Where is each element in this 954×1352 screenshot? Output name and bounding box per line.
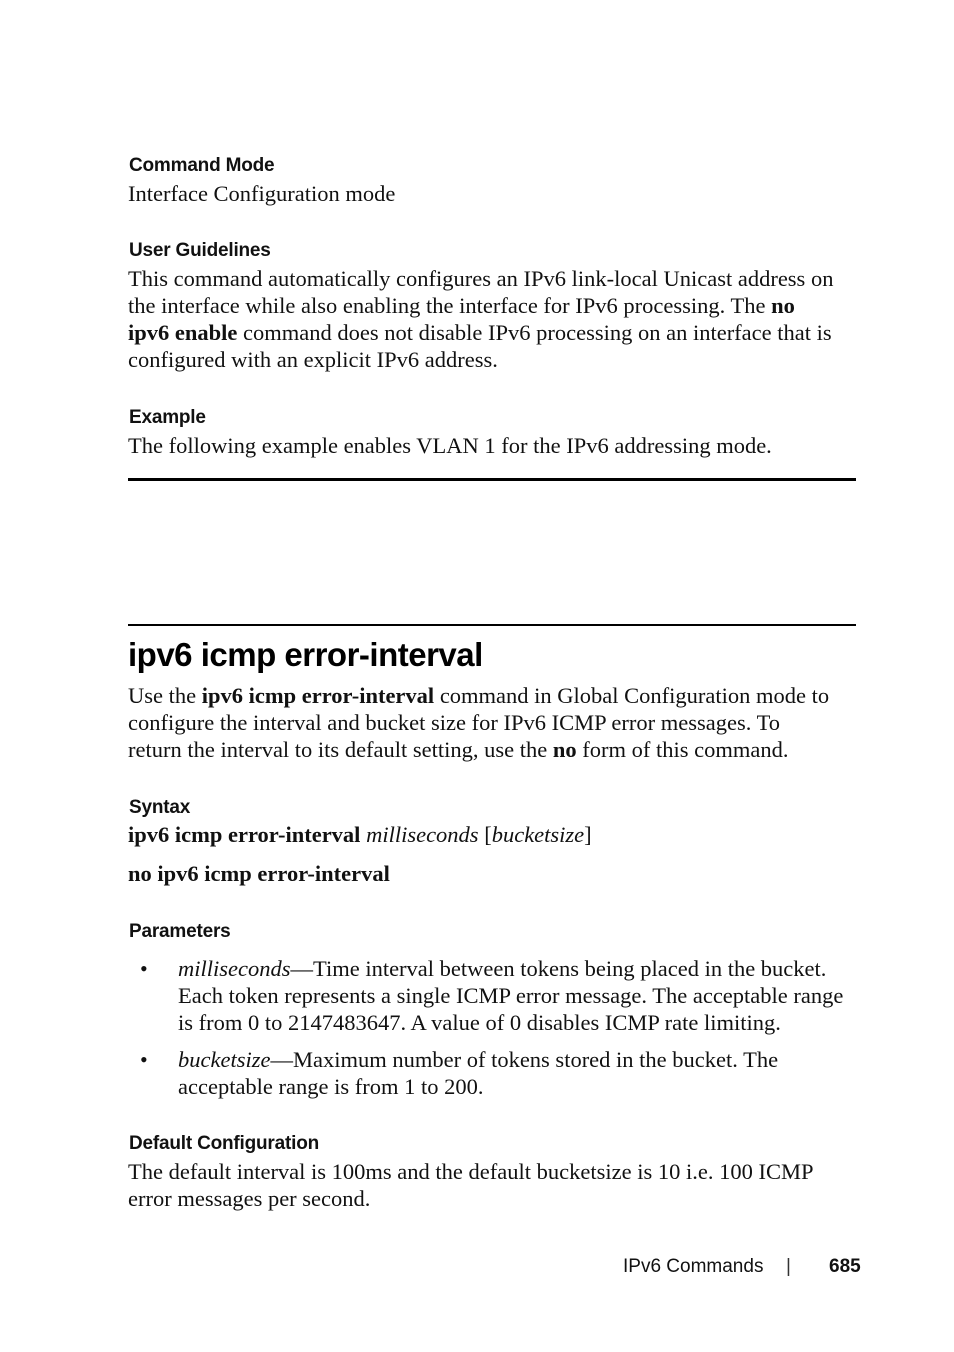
bullet-icon: • bbox=[140, 956, 148, 981]
parameter-bucketsize bbox=[178, 1046, 778, 1100]
bullet-icon: • bbox=[140, 1047, 148, 1072]
example-text: The following example enables VLAN 1 for the IPv6 addressing mode. bbox=[128, 433, 772, 458]
user-guidelines-line: ipv6 enable command does not disable IPv6 processing on an interface that is bbox=[128, 320, 832, 345]
parameter-line: acceptable range is from 1 to 200. bbox=[178, 1074, 484, 1099]
intro-paragraph bbox=[128, 682, 829, 763]
command-mode-heading: Command Mode bbox=[129, 155, 275, 176]
command-mode-text: Interface Configuration mode bbox=[128, 181, 396, 206]
footer-section-name: IPv6 Commands bbox=[623, 1256, 764, 1277]
default-configuration-paragraph bbox=[128, 1158, 813, 1212]
user-guidelines-heading: User Guidelines bbox=[129, 240, 271, 261]
intro-line: configure the interval and bucket size for IPv6 ICMP error messages. To bbox=[128, 710, 780, 735]
default-configuration-heading: Default Configuration bbox=[129, 1133, 320, 1154]
section-end-rule bbox=[128, 478, 856, 481]
section-start-rule bbox=[128, 624, 856, 626]
intro-line: return the interval to its default setting, use the no form of this command. bbox=[128, 737, 789, 762]
footer-separator: | bbox=[786, 1256, 791, 1277]
parameter-line: is from 0 to 2147483647. A value of 0 disables ICMP rate limiting. bbox=[178, 1010, 781, 1035]
parameter-line: bucketsize—Maximum number of tokens stored in the bucket. The bbox=[178, 1047, 779, 1072]
default-configuration-line: error messages per second. bbox=[128, 1186, 371, 1211]
page-title: ipv6 icmp error-interval bbox=[128, 636, 483, 673]
page-number: 685 bbox=[829, 1256, 861, 1277]
syntax-heading: Syntax bbox=[129, 797, 191, 818]
example-heading: Example bbox=[129, 407, 206, 428]
syntax-no-command: no ipv6 icmp error-interval bbox=[128, 861, 390, 886]
syntax-command: ipv6 icmp error-interval milliseconds [bucketsize] bbox=[128, 822, 592, 847]
user-guidelines-paragraph bbox=[128, 265, 833, 373]
user-guidelines-line: This command automatically configures an IPv6 link-local Unicast address on bbox=[128, 266, 834, 291]
user-guidelines-line: the interface while also enabling the interface for IPv6 processing. The no bbox=[128, 293, 795, 318]
intro-line: Use the ipv6 icmp error-interval command in Global Configuration mode to bbox=[128, 683, 830, 708]
parameter-line: Each token represents a single ICMP error message. The acceptable range bbox=[178, 983, 844, 1008]
parameter-milliseconds bbox=[178, 955, 843, 1036]
parameters-heading: Parameters bbox=[129, 921, 231, 942]
default-configuration-line: The default interval is 100ms and the default bucketsize is 10 i.e. 100 ICMP bbox=[128, 1159, 814, 1184]
parameter-line: milliseconds—Time interval between tokens being placed in the bucket. bbox=[178, 956, 827, 981]
user-guidelines-line: configured with an explicit IPv6 address. bbox=[128, 347, 498, 372]
